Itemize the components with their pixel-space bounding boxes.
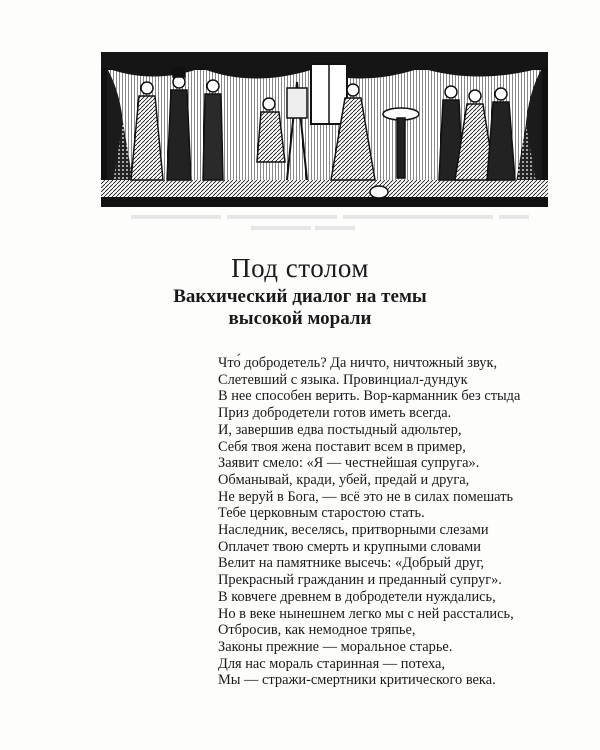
poem-line: И, завершив едва постыдный адюльтер, <box>218 421 462 438</box>
poem-line: Что́ добродетель? Да ничто, ничтожный звук, <box>218 355 498 371</box>
poem-line: Но в веке нынешнем легко мы с ней расстались, <box>218 605 514 622</box>
poem-line: Прекрасный гражданин и преданный супруг». <box>218 572 502 589</box>
poem-line: Тебе церковным старостою стать. <box>218 505 425 522</box>
poem-line: Себя твоя жена поставит всем в пример, <box>218 438 466 455</box>
poem-line: Законы прежние — моральное старье. <box>218 638 453 655</box>
poem-line: Отбросив, как немодное тряпье, <box>218 622 416 639</box>
bleed-through-text <box>101 209 548 235</box>
subtitle-line: высокой морали <box>228 308 372 329</box>
poem-line: Обманывай, кради, убей, предай и друга, <box>218 471 470 488</box>
engraving-illustration <box>101 52 548 207</box>
poem-line: В нее способен верить. Вор-карманник без стыда <box>218 388 521 405</box>
poem-line: Заявит смело: «Я — честнейшая супруга». <box>218 455 480 472</box>
poem-line: В ковчеге древнем в добродетели нуждались, <box>218 588 496 605</box>
poem-line: Слетевший с языка. Провинциал-дундук <box>218 371 468 388</box>
poem-line: Мы — стражи-смертники критического века. <box>218 672 496 689</box>
chapter-title: Под столом <box>231 253 369 283</box>
poem-line: Для нас мораль старинная — потеха, <box>218 655 445 672</box>
poem-line: Велит на памятнике высечь: «Добрый друг, <box>218 555 485 572</box>
poem-line: Не веруй в Бога, — всё это не в силах помешать <box>218 488 514 505</box>
poem-line: Оплачет твою смерть и крупными словами <box>218 538 481 555</box>
subtitle-line: Вакхический диалог на темы <box>173 286 427 307</box>
poem-text <box>218 355 578 689</box>
poem-line: Приз добродетели готов иметь всегда. <box>218 405 452 422</box>
chapter-subtitle <box>0 286 600 330</box>
poem-line: Наследник, веселясь, притворными слезами <box>218 522 489 539</box>
